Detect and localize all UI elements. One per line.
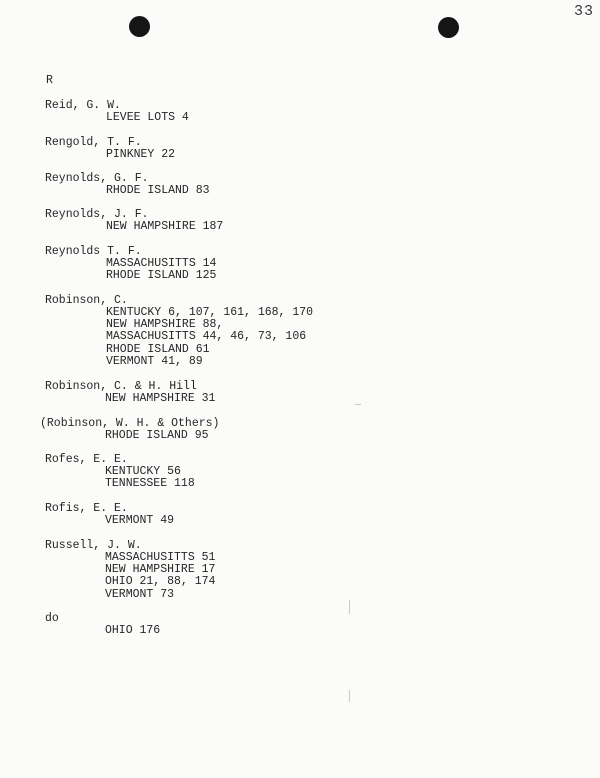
entry-name: Robinson, C. & H. Hill <box>45 380 197 393</box>
entry-reference: TENNESSEE 118 <box>105 477 195 491</box>
entry-name: Russell, J. W. <box>45 539 142 552</box>
entry-reference: RHODE ISLAND 95 <box>105 429 209 442</box>
entry-reference: PINKNEY 22 <box>106 148 176 161</box>
entry-reference: KENTUCKY 6, 107, 161, 168, 170 <box>106 306 314 319</box>
entry-reference: OHIO 176 <box>105 624 161 637</box>
entry-name: Reynolds, J. F. <box>45 208 149 221</box>
entry-reference: NEW HAMPSHIRE 88, <box>106 318 224 332</box>
entry-reference: OHIO 21, 88, 174 <box>105 575 216 589</box>
entry-name: Reid, G. W. <box>45 99 121 112</box>
entry-reference: MASSACHUSITTS 51 <box>105 551 216 564</box>
section-letter: R <box>46 74 53 87</box>
entry-reference: RHODE ISLAND 61 <box>106 342 210 356</box>
entry-name: (Robinson, W. H. & Others) <box>40 417 220 430</box>
entry-reference: VERMONT 49 <box>105 514 175 527</box>
entry-references <box>105 625 160 637</box>
scan-mark <box>349 690 350 702</box>
scan-mark <box>355 404 361 405</box>
entry-references <box>105 515 174 527</box>
entry-reference: KENTUCKY 56 <box>105 465 181 478</box>
scan-mark <box>349 600 350 614</box>
entry-name: Reynolds T. F. <box>45 245 142 258</box>
entry-name: Reynolds, G. F. <box>45 172 149 185</box>
entry-name: Robinson, C. <box>45 294 128 307</box>
entry-reference: RHODE ISLAND 83 <box>106 184 210 197</box>
entry-reference: NEW HAMPSHIRE 31 <box>105 392 216 405</box>
entry-reference: VERMONT 73 <box>105 587 175 601</box>
page-number: 33 <box>573 3 594 20</box>
entry-references <box>106 112 189 124</box>
entry-reference: NEW HAMPSHIRE 17 <box>105 563 216 577</box>
entry-reference: RHODE ISLAND 125 <box>106 269 217 283</box>
entry-name: Rengold, T. F. <box>45 136 142 149</box>
entry-name: do <box>45 612 59 625</box>
entry-references <box>106 185 210 197</box>
entry-reference: LEVEE LOTS 4 <box>106 111 189 124</box>
entry-references <box>106 221 223 233</box>
entry-reference: NEW HAMPSHIRE 187 <box>106 220 224 233</box>
entry-name: Rofis, E. E. <box>45 502 128 515</box>
entry-name: Rofes, E. E. <box>45 453 128 466</box>
entry-references <box>105 466 195 490</box>
entry-references <box>105 393 215 405</box>
entry-references <box>105 552 215 601</box>
entry-reference: MASSACHUSITTS 44, 46, 73, 106 <box>106 330 307 344</box>
entry-references <box>105 430 209 442</box>
entry-reference: MASSACHUSITTS 14 <box>106 257 217 270</box>
entry-reference: VERMONT 41, 89 <box>106 354 203 368</box>
entry-references <box>106 307 313 368</box>
entry-references <box>106 258 216 282</box>
entry-references <box>106 149 175 161</box>
